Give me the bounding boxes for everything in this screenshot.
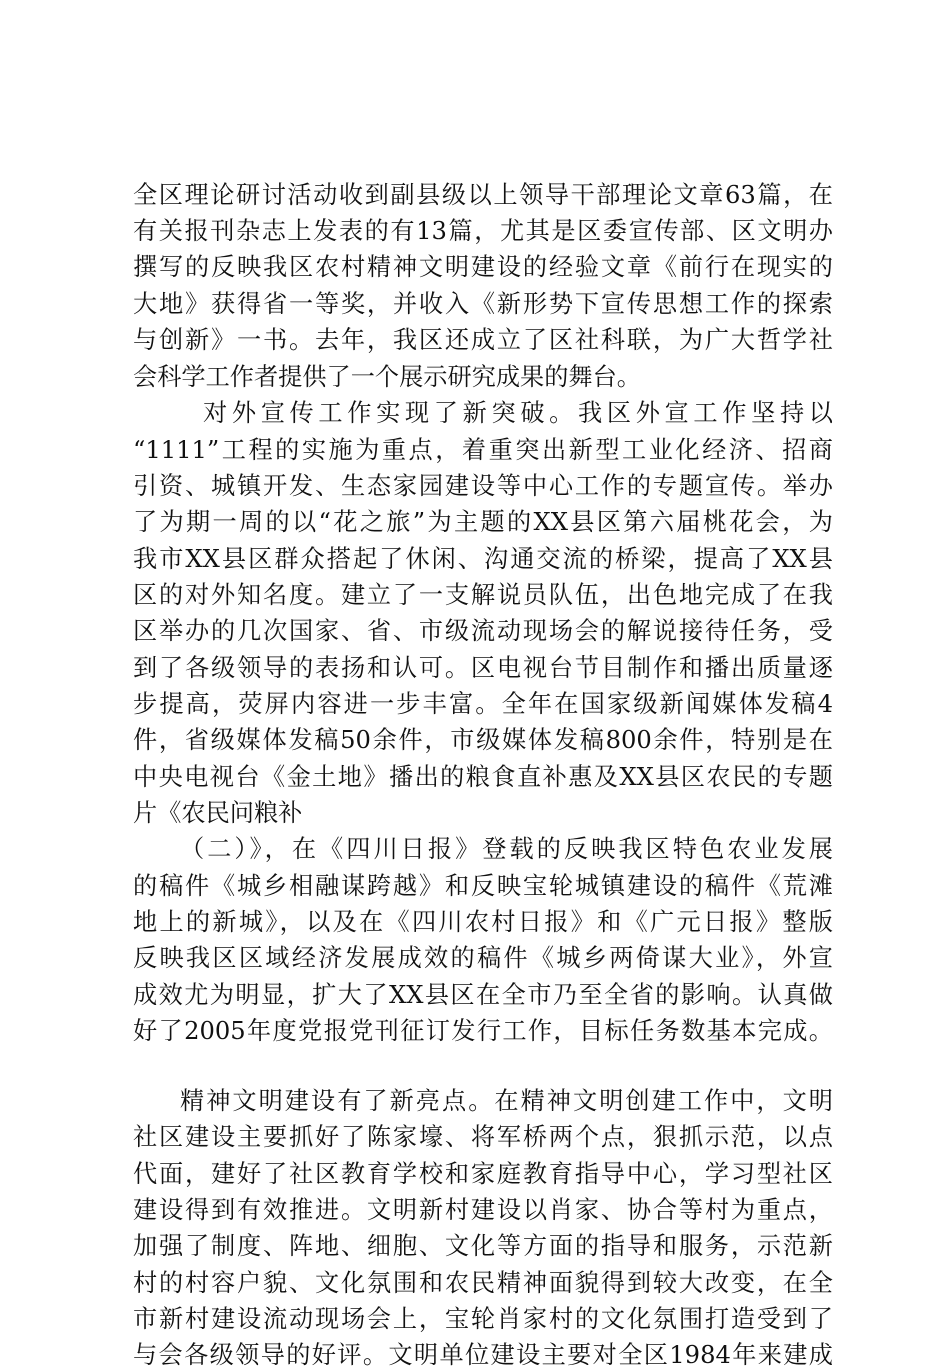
text-line: 到了各级领导的表扬和认可。区电视台节目制作和播出质量逐: [133, 654, 833, 682]
text-line: 区的对外知名度。建立了一支解说员队伍，出色地完成了在我: [133, 581, 833, 609]
text-line: 好了2005年度党报党刊征订发行工作，目标任务数基本完成。: [133, 1017, 833, 1045]
text-line: 片《农民问粮补: [133, 799, 303, 827]
text-line: 中央电视台《金土地》播出的粮食直补惠及XX县区农民的专题: [133, 763, 833, 791]
text-line: 大地》获得省一等奖，并收入《新形势下宣传思想工作的探索: [133, 290, 833, 318]
text-line: 与会各级领导的好评。文明单位建设主要对全区1984年来建成: [133, 1341, 833, 1369]
text-line: 与创新》一书。去年，我区还成立了区社科联，为广大哲学社: [133, 326, 833, 354]
text-line: 村的村容户貌、文化氛围和农民精神面貌得到较大改变，在全: [133, 1269, 833, 1297]
paragraph-start-line: 对外宣传工作实现了新突破。我区外宣工作坚持以: [203, 399, 833, 427]
text-line: 有关报刊杂志上发表的有13篇，尤其是区委宣传部、区文明办: [133, 217, 833, 245]
text-line: 引资、城镇开发、生态家园建设等中心工作的专题宣传。举办: [133, 472, 833, 500]
text-line: 撰写的反映我区农村精神文明建设的经验文章《前行在现实的: [133, 253, 833, 281]
text-line: 步提高，荧屏内容进一步丰富。全年在国家级新闻媒体发稿4: [133, 690, 833, 718]
text-line: “1111”工程的实施为重点，着重突出新型工业化经济、招商: [133, 436, 833, 464]
paragraph-start-line: （二）》，在《四川日报》登载的反映我区特色农业发展: [180, 835, 833, 863]
text-line: 会科学工作者提供了一个展示研究成果的舞台。: [133, 363, 641, 391]
text-line: 成效尤为明显，扩大了XX县区在全市乃至全省的影响。认真做: [133, 981, 833, 1009]
paragraph-start-line: 精神文明建设有了新亮点。在精神文明创建工作中，文明: [180, 1087, 833, 1115]
text-line: 了为期一周的以“花之旅”为主题的XX县区第六届桃花会，为: [133, 508, 833, 536]
text-line: 的稿件《城乡相融谋跨越》和反映宝轮城镇建设的稿件《荒滩: [133, 872, 833, 900]
text-line: 反映我区区域经济发展成效的稿件《城乡两倚谋大业》，外宣: [133, 944, 833, 972]
text-line: 地上的新城》，以及在《四川农村日报》和《广元日报》整版: [133, 908, 833, 936]
text-line: 件，省级媒体发稿50余件，市级媒体发稿800余件，特别是在: [133, 726, 833, 754]
text-line: 社区建设主要抓好了陈家壕、将军桥两个点，狠抓示范，以点: [133, 1123, 833, 1151]
text-line: 建设得到有效推进。文明新村建设以肖家、协合等村为重点，: [133, 1196, 833, 1224]
text-line: 我市XX县区群众搭起了休闲、沟通交流的桥梁，提高了XX县: [133, 545, 833, 573]
text-line: 区举办的几次国家、省、市级流动现场会的解说接待任务，受: [133, 617, 833, 645]
text-line: 加强了制度、阵地、细胞、文化等方面的指导和服务，示范新: [133, 1232, 833, 1260]
text-line: 全区理论研讨活动收到副县级以上领导干部理论文章63篇，在: [133, 181, 833, 209]
text-line: 市新村建设流动现场会上，宝轮肖家村的文化氛围打造受到了: [133, 1305, 833, 1333]
text-line: 代面，建好了社区教育学校和家庭教育指导中心，学习型社区: [133, 1160, 833, 1188]
